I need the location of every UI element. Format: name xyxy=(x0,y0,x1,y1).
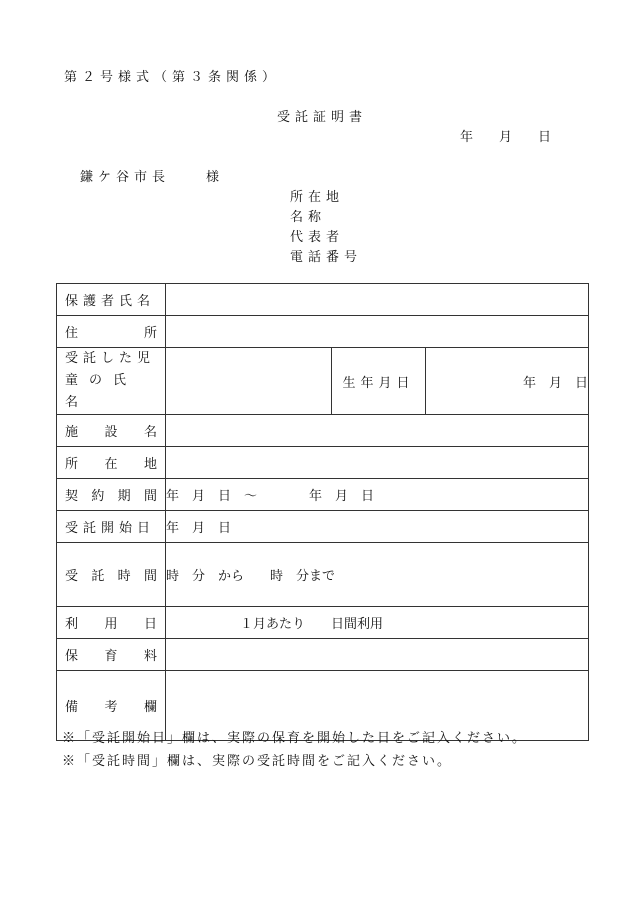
table-row xyxy=(57,284,589,316)
label-child-name: 受託した児 童の氏名 xyxy=(57,348,166,415)
note-start-date: ※「受託開始日」欄は、実際の保育を開始した日をご記入ください。 xyxy=(62,731,528,746)
table-row xyxy=(57,479,589,511)
form-number: 第２号様式（第３条関係） xyxy=(64,70,281,85)
field-representative: 代表者 xyxy=(290,230,345,245)
table-row xyxy=(57,447,589,479)
field-location: 所在地 xyxy=(290,190,345,205)
field-name: 名称 xyxy=(290,210,327,225)
date-line: 年 月 日 xyxy=(460,130,552,145)
table-row xyxy=(57,348,589,415)
label-usage-days: 利 用 日 xyxy=(57,607,166,639)
value-contract-period[interactable]: 年 月 日 〜 年 月 日 xyxy=(166,479,589,511)
value-facility-name[interactable] xyxy=(166,415,589,447)
value-usage-days[interactable]: １月あたり 日間利用 xyxy=(166,607,589,639)
document-title: 受託証明書 xyxy=(277,110,368,125)
table-row xyxy=(57,607,589,639)
table-row xyxy=(57,316,589,348)
label-start-date: 受託開始日 xyxy=(57,511,166,543)
label-birthdate: 生年月日 xyxy=(332,348,426,415)
label-address: 住 所 xyxy=(57,316,166,348)
value-child-name[interactable] xyxy=(166,348,332,415)
label-fee: 保 育 料 xyxy=(57,639,166,671)
table-row xyxy=(57,415,589,447)
value-guardian-name[interactable] xyxy=(166,284,589,316)
value-start-date[interactable]: 年 月 日 xyxy=(166,511,589,543)
label-contract-period: 契 約 期 間 xyxy=(57,479,166,511)
field-phone: 電話番号 xyxy=(290,250,363,265)
value-address[interactable] xyxy=(166,316,589,348)
value-birthdate[interactable]: 年 月 日 xyxy=(426,348,589,415)
table-row xyxy=(57,543,589,607)
label-facility-location: 所 在 地 xyxy=(57,447,166,479)
value-facility-location[interactable] xyxy=(166,447,589,479)
label-facility-name: 施 設 名 xyxy=(57,415,166,447)
label-hours: 受 託 時 間 xyxy=(57,543,166,607)
addressee: 鎌ケ谷市長 様 xyxy=(80,170,225,185)
certificate-table xyxy=(56,283,589,741)
label-remarks: 備 考 欄 xyxy=(57,671,166,741)
table-row xyxy=(57,639,589,671)
label-guardian-name: 保護者氏名 xyxy=(57,284,166,316)
value-hours[interactable]: 時 分 から 時 分まで xyxy=(166,543,589,607)
note-hours: ※「受託時間」欄は、実際の受託時間をご記入ください。 xyxy=(62,754,453,769)
value-fee[interactable] xyxy=(166,639,589,671)
table-row xyxy=(57,511,589,543)
